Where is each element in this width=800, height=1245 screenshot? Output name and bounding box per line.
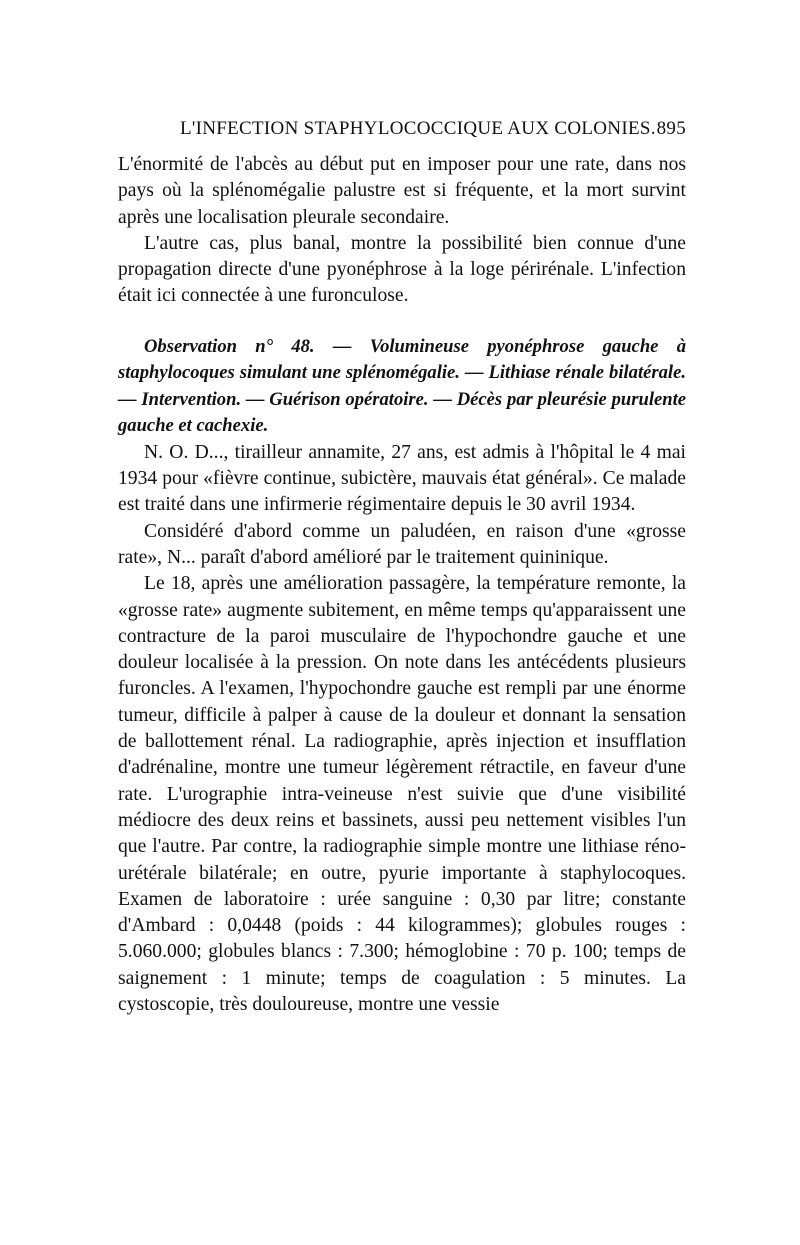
- page-body: [118, 152, 686, 1018]
- running-header: [118, 118, 686, 142]
- observation-paragraph: N. O. D..., tirailleur annamite, 27 ans, est admis à l'hôpital le 4 mai 1934 pour «fièvre continue, subictère, mauvais état général». Ce malade est traité dans une infirmerie régimentaire depuis le 30 avril 1934.: [118, 441, 686, 516]
- observation-paragraph: Le 18, après une amélioration passagère, la température remonte, la «grosse rate» augmente subitement, en même temps qu'apparaissent une contracture de la paroi musculaire de l'hypochondre gauche et une douleur localisée à la pression. On note dans les antécédents plusieurs furoncles. A l'examen, l'hypochondre gauche est rempli par une énorme tumeur, difficile à palper à cause de la douleur et donnant la sensation de ballottement rénal. La radiographie, après injection et insufflation d'adrénaline, montre une tumeur légèrement rétractile, en faveur d'une rate. L'urographie intra-veineuse n'est suivie que d'une visibilité médiocre des deux reins et bassinets, aussi peu nettement visibles l'un que l'autre. Par contre, la radiographie simple montre une lithiase réno-urétérale bilatérale; en outre, pyurie importante à staphylocoques. Examen de laboratoire : urée sanguine : 0,30 par litre; constante d'Ambard : 0,0448 (poids : 44 kilogrammes); globules rouges : 5.060.000; globules blancs : 7.300; hémoglobine : 70 p. 100; temps de saignement : 1 minute; temps de coagulation : 5 minutes. La cystoscopie, très douloureuse, montre une vessie: [118, 573, 686, 1016]
- paragraph: L'autre cas, plus banal, montre la possibilité bien connue d'une propagation directe d'une pyonéphrose à la loge périrénale. L'infection était ici connectée à une furonculose.: [118, 232, 686, 307]
- paragraph: L'énormité de l'abcès au début put en imposer pour une rate, dans nos pays où la splénomégalie palustre est si fréquente, et la mort survint après une localisation pleurale secondaire.: [118, 154, 686, 228]
- running-title: L'INFECTION STAPHYLOCOCCIQUE AUX COLONIES.: [180, 118, 656, 139]
- observation-title: Observation n° 48. — Volumineuse pyonéphrose gauche à staphylocoques simulant une splénomégalie. — Lithiase rénale bilatérale. — Intervention. — Guérison opératoire. — Décès par pleurésie purulente gauche et cachexie.: [118, 335, 686, 437]
- page-number: 895: [656, 118, 686, 139]
- observation-paragraph: Considéré d'abord comme un paludéen, en raison d'une «grosse rate», N... paraît d'abord amélioré par le traitement quininique.: [118, 520, 686, 568]
